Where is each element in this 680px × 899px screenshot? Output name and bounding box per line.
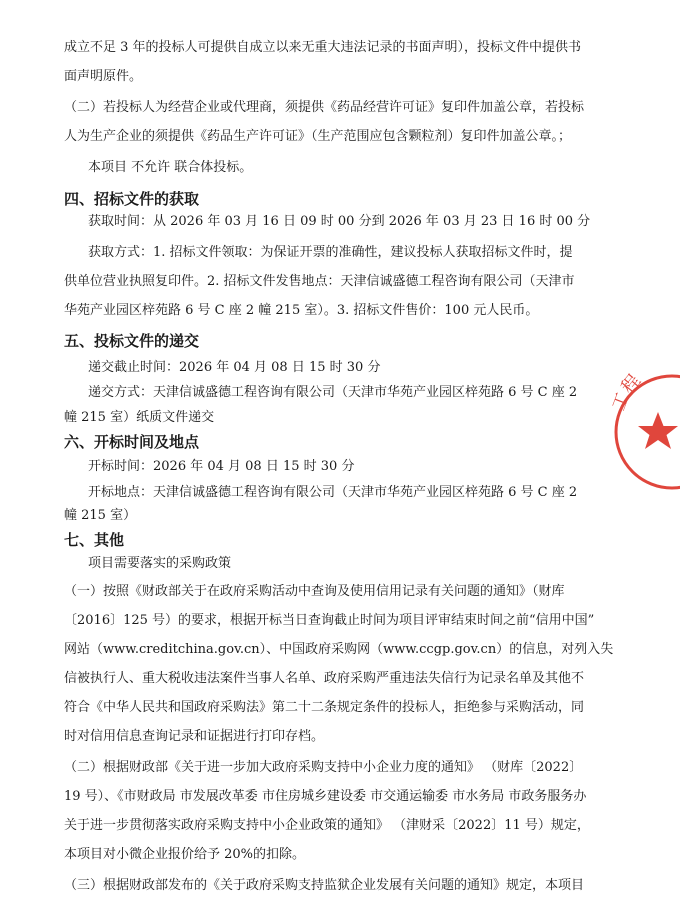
paragraph-line: 供单位营业执照复印件。2. 招标文件发售地点：天津信诚盛德工程咨询有限公司（天津市 xyxy=(64,274,575,289)
paragraph-line: 递交截止时间：2026 年 04 月 08 日 15 时 30 分 xyxy=(88,360,381,375)
paragraph-line: 信被执行人、重大税收违法案件当事人名单、政府采购严重违法失信行为记录名单及其他不 xyxy=(64,671,585,686)
section-heading: 六、开标时间及地点 xyxy=(64,433,200,451)
paragraph-line: 开标地点：天津信诚盛德工程咨询有限公司（天津市华苑产业园区梓苑路 6 号 C 座 2 xyxy=(88,485,578,500)
section-heading: 五、投标文件的递交 xyxy=(64,332,200,350)
paragraph-line: （三）根据财政部发布的《关于政府采购支持监狱企业发展有关问题的通知》规定，本项目 xyxy=(64,878,585,893)
paragraph-line: 递交方式：天津信诚盛德工程咨询有限公司（天津市华苑产业园区梓苑路 6 号 C 座 2 xyxy=(88,385,578,400)
paragraph-line: 关于进一步贯彻落实政府采购支持中小企业政策的通知》 （津财采〔2022〕11 号）规定， xyxy=(64,818,590,833)
company-seal xyxy=(602,360,680,490)
paragraph-line: 本项目 不允许 联合体投标。 xyxy=(88,160,253,175)
section-heading: 七、其他 xyxy=(64,531,125,549)
paragraph-line: 成立不足 3 年的投标人可提供自成立以来无重大违法记录的书面声明），投标文件中提供书 xyxy=(64,40,582,55)
paragraph-line: 幢 215 室） xyxy=(64,508,137,523)
paragraph-line: 本项目对小微企业报价给予 20%的扣除。 xyxy=(64,847,306,862)
paragraph-line: 符合《中华人民共和国政府采购法》第二十二条规定条件的投标人，拒绝参与采购活动，同 xyxy=(64,700,585,715)
section-heading: 四、招标文件的获取 xyxy=(64,190,200,208)
paragraph-line: 面声明原件。 xyxy=(64,69,143,84)
paragraph-line: （二）若投标人为经营企业或代理商，须提供《药品经营许可证》复印件加盖公章，若投标 xyxy=(64,100,585,115)
paragraph-line: 获取方式：1. 招标文件领取：为保证开票的准确性，建议投标人获取招标文件时，提 xyxy=(88,245,573,260)
paragraph-line: 时对信用信息查询记录和证据进行打印存档。 xyxy=(64,729,325,744)
paragraph-line: 开标时间：2026 年 04 月 08 日 15 时 30 分 xyxy=(88,459,355,474)
paragraph-line: （一）按照《财政部关于在政府采购活动中查询及使用信用记录有关问题的通知》（财库 xyxy=(64,584,565,599)
paragraph-line: （二）根据财政部《关于进一步加大政府采购支持中小企业力度的通知》 （财库〔2022〕 xyxy=(64,760,583,775)
seal-star-icon xyxy=(638,412,678,449)
paragraph-line: 人为生产企业的须提供《药品生产许可证》（生产范围应包含颗粒剂）复印件加盖公章。； xyxy=(64,129,572,144)
seal-text: 工程 xyxy=(608,370,646,414)
paragraph-line: 19 号）、《市财政局 市发展改革委 市住房城乡建设委 市交通运输委 市水务局 市政务服务办 xyxy=(64,789,587,804)
paragraph-line: 网站（www.creditchina.gov.cn）、中国政府采购网（www.ccgp.gov.cn）的信息，对列入失 xyxy=(64,642,614,657)
paragraph-line: 幢 215 室）纸质文件递交 xyxy=(64,410,215,425)
paragraph-line: 项目需要落实的采购政策 xyxy=(88,556,232,571)
paragraph-line: 获取时间：从 2026 年 03 月 16 日 09 时 00 分到 2026 年 03 月 23 日 16 时 00 分 xyxy=(88,214,591,229)
paragraph-line: 〔2016〕125 号）的要求，根据开标当日查询截止时间为项目评审结束时间之前“信用中国” xyxy=(64,613,595,628)
paragraph-line: 华苑产业园区梓苑路 6 号 C 座 2 幢 215 室）。3. 招标文件售价：100 元人民币。 xyxy=(64,303,539,318)
